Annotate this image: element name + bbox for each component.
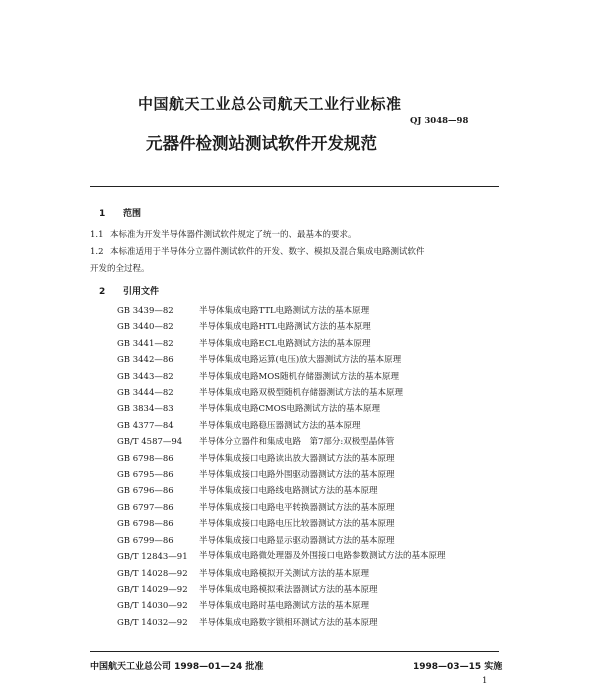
reference-code: GB 6796—86 bbox=[117, 486, 174, 497]
reference-code: GB/T 14029—92 bbox=[117, 584, 188, 595]
reference-title: 半导体集成接口电路外围驱动器测试方法的基本原理 bbox=[199, 470, 395, 481]
reference-code: GB 6795—86 bbox=[117, 470, 174, 481]
reference-item bbox=[117, 516, 507, 532]
reference-title: 半导体集成电路MOS随机存储器测试方法的基本原理 bbox=[199, 371, 399, 382]
reference-code: GB 3444—82 bbox=[117, 388, 174, 399]
clause-1-2 bbox=[90, 245, 425, 257]
reference-item bbox=[117, 566, 507, 582]
section-number: 2 bbox=[99, 287, 106, 297]
reference-title: 半导体集成电路TTL电路测试方法的基本原理 bbox=[199, 306, 370, 316]
reference-title: 半导体集成电路CMOS电路测试方法的基本原理 bbox=[199, 404, 381, 415]
reference-item bbox=[117, 500, 507, 516]
reference-code: GB/T 12843—91 bbox=[117, 552, 188, 563]
section-number: 1 bbox=[99, 209, 106, 219]
footer-divider bbox=[90, 651, 499, 652]
reference-title: 半导体集成电路微处理器及外围接口电路参数测试方法的基本原理 bbox=[199, 551, 446, 562]
reference-title: 半导体集成接口电路电压比较器测试方法的基本原理 bbox=[199, 519, 395, 530]
reference-code: GB 3441—82 bbox=[117, 338, 174, 349]
clause-1-2-continuation: 开发的全过程。 bbox=[90, 264, 150, 274]
clause-1-1 bbox=[90, 228, 357, 240]
reference-title: 半导体集成电路数字锁相环测试方法的基本原理 bbox=[199, 617, 378, 628]
reference-code: GB 3440—82 bbox=[117, 322, 174, 333]
reference-code: GB 6799—86 bbox=[117, 535, 174, 546]
reference-title: 半导体集成接口电路线电路测试方法的基本原理 bbox=[199, 486, 378, 497]
reference-item bbox=[117, 369, 507, 385]
reference-item bbox=[117, 582, 507, 598]
reference-item bbox=[117, 615, 507, 631]
reference-item bbox=[117, 303, 507, 319]
issuing-organization: 中国航天工业总公司航天工业行业标准 bbox=[138, 95, 402, 113]
reference-item bbox=[117, 434, 507, 450]
reference-item bbox=[117, 598, 507, 614]
reference-item bbox=[117, 549, 507, 565]
page-number: 1 bbox=[482, 676, 488, 686]
section-title: 引用文件 bbox=[123, 287, 160, 297]
reference-title: 半导体集成电路模拟乘法器测试方法的基本原理 bbox=[199, 584, 378, 595]
clause-number: 1.1 bbox=[90, 230, 104, 240]
reference-code: GB 3439—82 bbox=[117, 306, 174, 316]
reference-item bbox=[117, 451, 507, 467]
reference-item bbox=[117, 418, 507, 434]
reference-title: 半导体集成接口电路电平转换器测试方法的基本原理 bbox=[199, 502, 395, 513]
reference-item bbox=[117, 336, 507, 352]
section-2-heading bbox=[99, 284, 159, 297]
reference-code: GB 3443—82 bbox=[117, 371, 174, 382]
reference-title: 半导体集成接口电路读出放大器测试方法的基本原理 bbox=[199, 453, 395, 464]
standard-number: QJ 3048—98 bbox=[410, 116, 469, 126]
reference-code: GB 4377—84 bbox=[117, 420, 174, 431]
reference-title: 半导体集成接口电路显示驱动器测试方法的基本原理 bbox=[199, 535, 395, 546]
reference-code: GB/T 14030—92 bbox=[117, 601, 188, 612]
reference-code: GB/T 4587—94 bbox=[117, 437, 183, 448]
reference-item bbox=[117, 352, 507, 368]
clause-text-line-1: 本标准适用于半导体分立器件测试软件的开发、数字、模拟及混合集成电路测试软件 bbox=[110, 247, 425, 257]
reference-title: 半导体集成电路HTL电路测试方法的基本原理 bbox=[199, 322, 371, 333]
reference-title: 半导体集成电路稳压器测试方法的基本原理 bbox=[199, 420, 361, 431]
referenced-documents-list bbox=[117, 303, 507, 631]
section-1-heading bbox=[99, 206, 141, 219]
section-title: 范围 bbox=[123, 209, 142, 219]
approval-statement: 中国航天工业总公司 1998—01—24 批准 bbox=[90, 662, 264, 672]
reference-code: GB/T 14032—92 bbox=[117, 617, 188, 628]
reference-item bbox=[117, 467, 507, 483]
reference-code: GB 6798—86 bbox=[117, 519, 174, 530]
reference-item bbox=[117, 385, 507, 401]
reference-code: GB 6798—86 bbox=[117, 453, 174, 464]
document-title: 元器件检测站测试软件开发规范 bbox=[146, 134, 377, 153]
reference-title: 半导体集成电路双极型随机存储器测试方法的基本原理 bbox=[199, 388, 404, 399]
reference-title: 半导体集成电路时基电路测试方法的基本原理 bbox=[199, 601, 370, 612]
reference-code: GB 3834—83 bbox=[117, 404, 174, 415]
reference-title: 半导体集成电路运算(电压)放大器测试方法的基本原理 bbox=[199, 355, 402, 366]
reference-code: GB 3442—86 bbox=[117, 355, 174, 366]
reference-title: 半导体集成电路模拟开关测试方法的基本原理 bbox=[199, 568, 370, 579]
clause-text: 本标准为开发半导体器件测试软件规定了统一的、最基本的要求。 bbox=[110, 230, 357, 240]
reference-item bbox=[117, 401, 507, 417]
reference-code: GB 6797—86 bbox=[117, 502, 174, 513]
reference-code: GB/T 14028—92 bbox=[117, 568, 188, 579]
reference-item bbox=[117, 319, 507, 335]
reference-item bbox=[117, 483, 507, 499]
header-divider bbox=[90, 186, 499, 187]
reference-item bbox=[117, 533, 507, 549]
reference-title: 半导体集成电路ECL电路测试方法的基本原理 bbox=[199, 338, 371, 349]
reference-title: 半导体分立器件和集成电路 第7部分:双极型晶体管 bbox=[199, 437, 395, 448]
clause-number: 1.2 bbox=[90, 247, 104, 257]
implementation-date: 1998—03—15 实施 bbox=[413, 662, 503, 672]
